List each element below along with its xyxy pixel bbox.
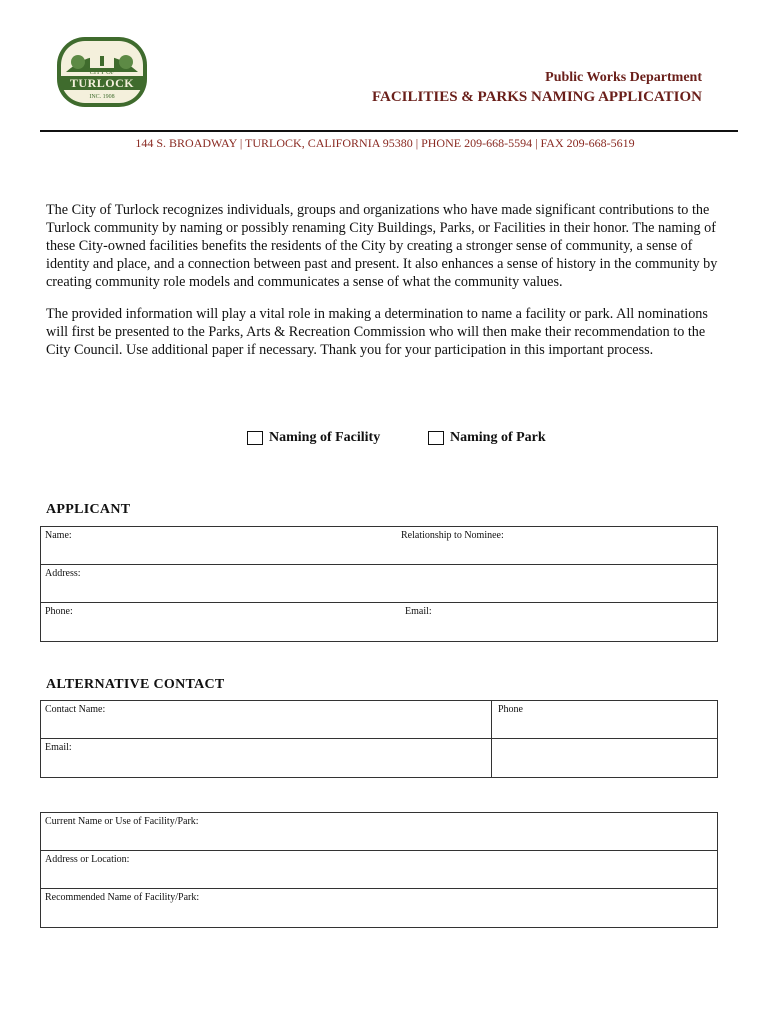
alternative-phone-field[interactable] bbox=[491, 701, 719, 738]
recommended-name-label: Recommended Name of Facility/Park: bbox=[45, 892, 200, 903]
facility-address-label: Address or Location: bbox=[45, 854, 130, 865]
alternative-row-name bbox=[41, 701, 717, 739]
applicant-phone-label: Phone: bbox=[45, 606, 73, 617]
facility-row-current bbox=[41, 813, 717, 851]
naming-park-checkbox[interactable] bbox=[428, 431, 444, 445]
facility-table bbox=[40, 812, 718, 928]
alternative-blank-field[interactable] bbox=[491, 739, 719, 777]
svg-text:CITY OF: CITY OF bbox=[89, 69, 115, 76]
applicant-section-title: APPLICANT bbox=[46, 502, 131, 517]
applicant-row-name bbox=[41, 527, 717, 565]
facility-row-recommended bbox=[41, 889, 717, 927]
header-divider bbox=[40, 130, 738, 132]
alternative-contact-name-field[interactable] bbox=[41, 701, 491, 738]
applicant-table bbox=[40, 526, 718, 642]
alternative-phone-label: Phone bbox=[498, 704, 523, 715]
alternative-email-label: Email: bbox=[45, 742, 72, 753]
contact-line: 144 S. BROADWAY | TURLOCK, CALIFORNIA 95380 | PHONE 209-668-5594 | FAX 209-668-5619 bbox=[135, 136, 635, 150]
applicant-relationship-label: Relationship to Nominee: bbox=[401, 530, 504, 541]
naming-park-label: Naming of Park bbox=[450, 430, 546, 445]
applicant-phone-field[interactable] bbox=[41, 603, 395, 641]
city-of-turlock-logo bbox=[56, 36, 148, 108]
applicant-row-phone bbox=[41, 603, 717, 641]
intro-text bbox=[46, 201, 726, 359]
recommended-name-field[interactable] bbox=[41, 889, 719, 927]
facility-address-field[interactable] bbox=[41, 851, 719, 888]
facility-row-address bbox=[41, 851, 717, 889]
naming-park-option[interactable] bbox=[428, 430, 546, 446]
alternative-row-email bbox=[41, 739, 717, 777]
department-name: Public Works Department bbox=[545, 70, 702, 85]
applicant-relationship-field[interactable] bbox=[395, 527, 719, 564]
applicant-email-field[interactable] bbox=[395, 603, 719, 641]
alternative-contact-table bbox=[40, 700, 718, 778]
form-title: FACILITIES & PARKS NAMING APPLICATION bbox=[371, 89, 702, 105]
applicant-address-label: Address: bbox=[45, 568, 81, 579]
applicant-row-address bbox=[41, 565, 717, 603]
intro-paragraph-1: The City of Turlock recognizes individuals, groups and organizations who have made significant contributions to the Turlock community by naming or possibly renaming City Buildings, Parks, or Facilities in their honor. The naming of these City-owned facilities benefits the residents of the City by creating a stronger sense of community, a sense of identity and place, and a connection between past and present. It also enhances a sense of history in the community by creating community role models and communicates a sense of what the community values. bbox=[46, 202, 718, 290]
current-name-field[interactable] bbox=[41, 813, 719, 850]
applicant-email-label: Email: bbox=[405, 606, 432, 617]
applicant-name-label: Name: bbox=[45, 530, 72, 541]
alternative-contact-name-label: Contact Name: bbox=[45, 704, 106, 715]
applicant-address-field[interactable] bbox=[41, 565, 719, 602]
alternative-email-field[interactable] bbox=[41, 739, 491, 777]
current-name-label: Current Name or Use of Facility/Park: bbox=[45, 816, 199, 827]
alternative-contact-section-title: ALTERNATIVE CONTACT bbox=[46, 677, 225, 692]
intro-paragraph-2: The provided information will play a vital role in making a determination to name a facility or park. All nominations will first be presented to the Parks, Arts & Recreation Commission who will then make their recommendation to the City Council. Use additional paper if necessary. Thank you for your participation in this important process. bbox=[46, 306, 708, 358]
applicant-name-field[interactable] bbox=[41, 527, 395, 564]
naming-facility-label: Naming of Facility bbox=[269, 430, 381, 445]
svg-text:INC. 1908: INC. 1908 bbox=[89, 94, 115, 100]
naming-facility-option[interactable] bbox=[247, 430, 380, 446]
svg-text:TURLOCK: TURLOCK bbox=[69, 76, 135, 90]
naming-facility-checkbox[interactable] bbox=[247, 431, 263, 445]
